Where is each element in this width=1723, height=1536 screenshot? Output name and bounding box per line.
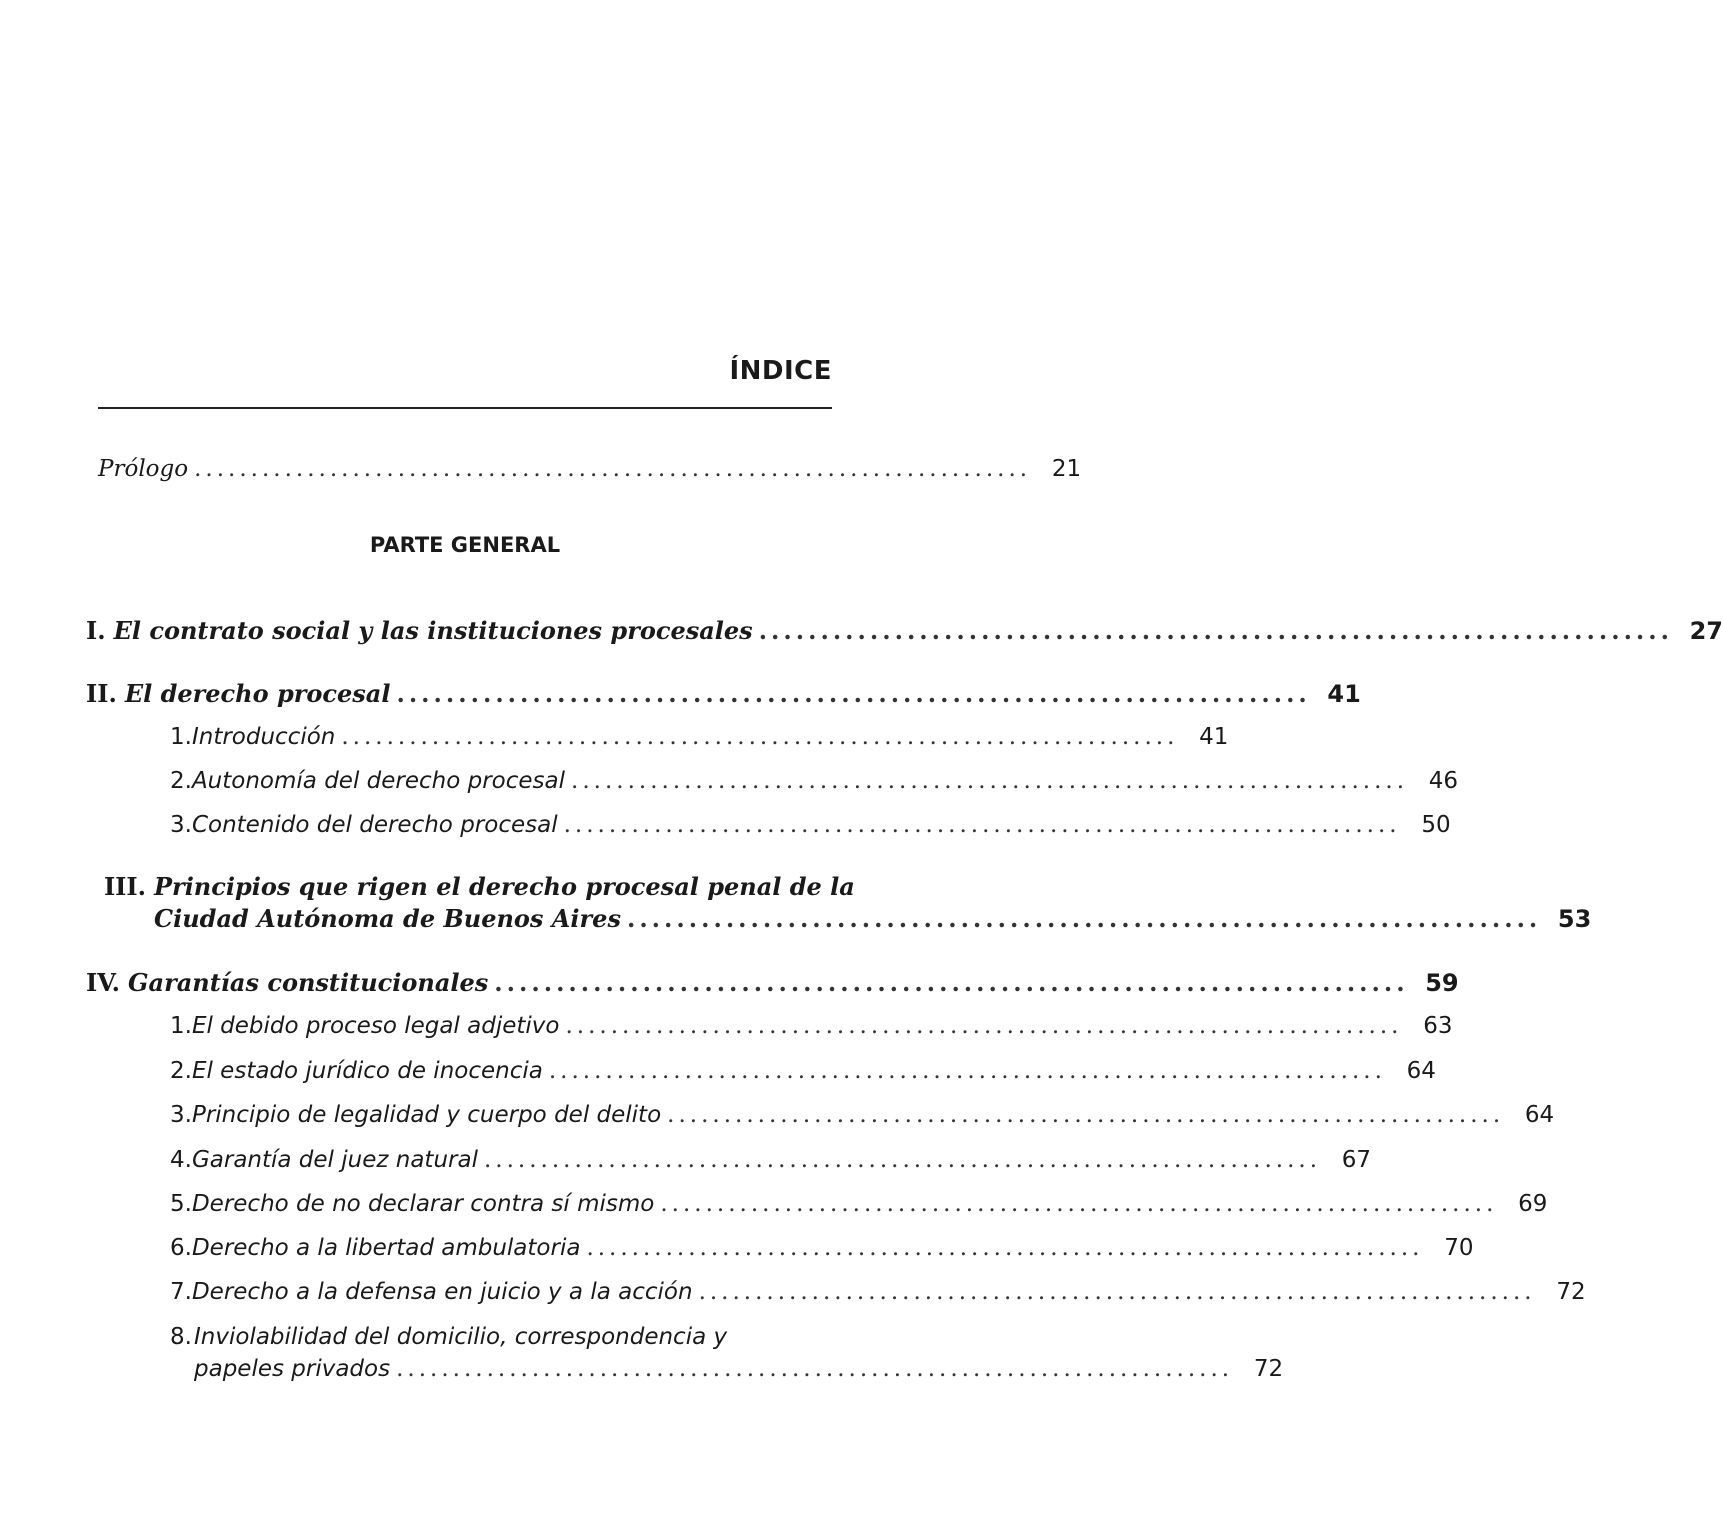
toc-entry-title: Derecho a la libertad ambulatoria xyxy=(191,1235,581,1261)
toc-section-2-3[interactable] xyxy=(170,812,1451,838)
toc-entry-title: Principios que rigen el derecho procesal penal de la xyxy=(154,872,855,901)
toc-page-number: 72 xyxy=(1556,1279,1586,1305)
toc-chapter-1[interactable] xyxy=(86,616,1723,645)
chapter-number: IV. xyxy=(86,968,121,997)
toc-section-4-8-line1[interactable] xyxy=(170,1324,727,1350)
toc-page-number: 27 xyxy=(1689,617,1723,645)
toc-entry-title: Derecho de no declarar contra sí mismo xyxy=(191,1191,655,1217)
chapter-number: I. xyxy=(86,616,106,645)
leader-dots: .......................................................................... xyxy=(341,724,1179,750)
toc-entry-title: Autonomía del derecho procesal xyxy=(191,768,566,794)
leader-dots: .......................................................................... xyxy=(698,1279,1536,1305)
toc-page-number: 41 xyxy=(1199,724,1229,750)
section-number: 7. xyxy=(170,1279,192,1305)
toc-section-4-1[interactable] xyxy=(170,1013,1453,1039)
section-number: 8. xyxy=(170,1324,192,1350)
leader-dots: .......................................................................... xyxy=(626,904,1542,933)
toc-page-number: 72 xyxy=(1253,1356,1284,1382)
leader-dots: .......................................................................... xyxy=(563,812,1401,838)
toc-section-4-4[interactable] xyxy=(170,1147,1372,1173)
toc-entry-title: Garantías constitucionales xyxy=(128,968,489,997)
chapter-number: II. xyxy=(86,679,117,708)
chapter-number: III. xyxy=(103,872,146,901)
toc-entry-title: Garantía del juez natural xyxy=(191,1147,478,1173)
leader-dots: .......................................................................... xyxy=(660,1191,1498,1217)
toc-section-2-2[interactable] xyxy=(170,768,1459,794)
toc-entry-title: Prólogo xyxy=(98,456,189,482)
toc-section-4-6[interactable] xyxy=(170,1235,1474,1261)
toc-entry-title: Principio de legalidad y cuerpo del delito xyxy=(191,1102,662,1128)
toc-page-number: 67 xyxy=(1341,1147,1372,1173)
toc-page-number: 53 xyxy=(1557,905,1592,933)
leader-dots: .......................................................................... xyxy=(758,616,1673,645)
section-number: 3. xyxy=(170,812,192,838)
toc-page-number: 64 xyxy=(1524,1102,1555,1128)
toc-section-4-8-line2[interactable] xyxy=(194,1356,1284,1382)
toc-page-number: 46 xyxy=(1428,768,1459,794)
toc-section-4-2[interactable] xyxy=(170,1058,1436,1084)
toc-chapter-3-line1[interactable] xyxy=(86,872,855,901)
section-number: 3. xyxy=(170,1102,192,1128)
leader-dots: .......................................................................... xyxy=(548,1058,1386,1084)
toc-page-number: 64 xyxy=(1406,1058,1436,1084)
leader-dots: .......................................................................... xyxy=(571,768,1409,794)
toc-entry-title: El estado jurídico de inocencia xyxy=(191,1058,543,1084)
toc-chapter-2[interactable] xyxy=(86,679,1361,708)
part-heading: PARTE GENERAL xyxy=(369,533,561,557)
leader-dots: .......................................................................... xyxy=(494,968,1409,997)
toc-page-number: 63 xyxy=(1423,1013,1453,1039)
leader-dots: .......................................................................... xyxy=(194,456,1032,482)
leader-dots: .......................................................................... xyxy=(586,1235,1424,1261)
toc-entry-title-cont: papeles privados xyxy=(194,1356,391,1382)
toc-page-number: 50 xyxy=(1421,812,1451,838)
toc-section-4-3[interactable] xyxy=(170,1102,1555,1128)
section-number: 6. xyxy=(170,1235,192,1261)
section-number: 2. xyxy=(170,1058,192,1084)
toc-entry-title: Derecho a la defensa en juicio y a la acción xyxy=(191,1279,693,1305)
section-number: 1. xyxy=(170,1013,192,1039)
toc-entry-title: Inviolabilidad del domicilio, correspondencia y xyxy=(194,1324,728,1350)
leader-dots: .......................................................................... xyxy=(396,679,1311,708)
section-number: 4. xyxy=(170,1147,192,1173)
leader-dots: .......................................................................... xyxy=(483,1147,1322,1173)
leader-dots: .......................................................................... xyxy=(565,1013,1403,1039)
leader-dots: .......................................................................... xyxy=(667,1102,1505,1128)
toc-page-number: 41 xyxy=(1327,680,1361,708)
section-number: 5. xyxy=(170,1191,192,1217)
toc-entry-title: El derecho procesal xyxy=(124,679,391,708)
title-divider xyxy=(98,407,832,409)
toc-chapter-3-line2[interactable] xyxy=(154,904,1592,933)
toc-page-number: 59 xyxy=(1425,969,1459,997)
toc-page-number: 69 xyxy=(1518,1191,1548,1217)
toc-section-4-5[interactable] xyxy=(170,1191,1548,1217)
toc-section-2-1[interactable] xyxy=(170,724,1229,750)
page-title: ÍNDICE xyxy=(729,356,832,386)
toc-entry-title: Introducción xyxy=(191,724,336,750)
toc-section-4-7[interactable] xyxy=(170,1279,1586,1305)
toc-entry-title: Contenido del derecho procesal xyxy=(191,812,558,838)
leader-dots: .......................................................................... xyxy=(396,1356,1234,1382)
toc-entry-title: El debido proceso legal adjetivo xyxy=(191,1013,560,1039)
toc-chapter-4[interactable] xyxy=(86,968,1459,997)
toc-entry-prologo[interactable] xyxy=(98,456,1082,482)
section-number: 2. xyxy=(170,768,192,794)
section-number: 1. xyxy=(170,724,192,750)
toc-page-number: 21 xyxy=(1051,456,1082,482)
toc-entry-title-cont: Ciudad Autónoma de Buenos Aires xyxy=(154,904,621,933)
toc-entry-title: El contrato social y las instituciones procesales xyxy=(113,616,753,645)
toc-page-number: 70 xyxy=(1444,1235,1474,1261)
